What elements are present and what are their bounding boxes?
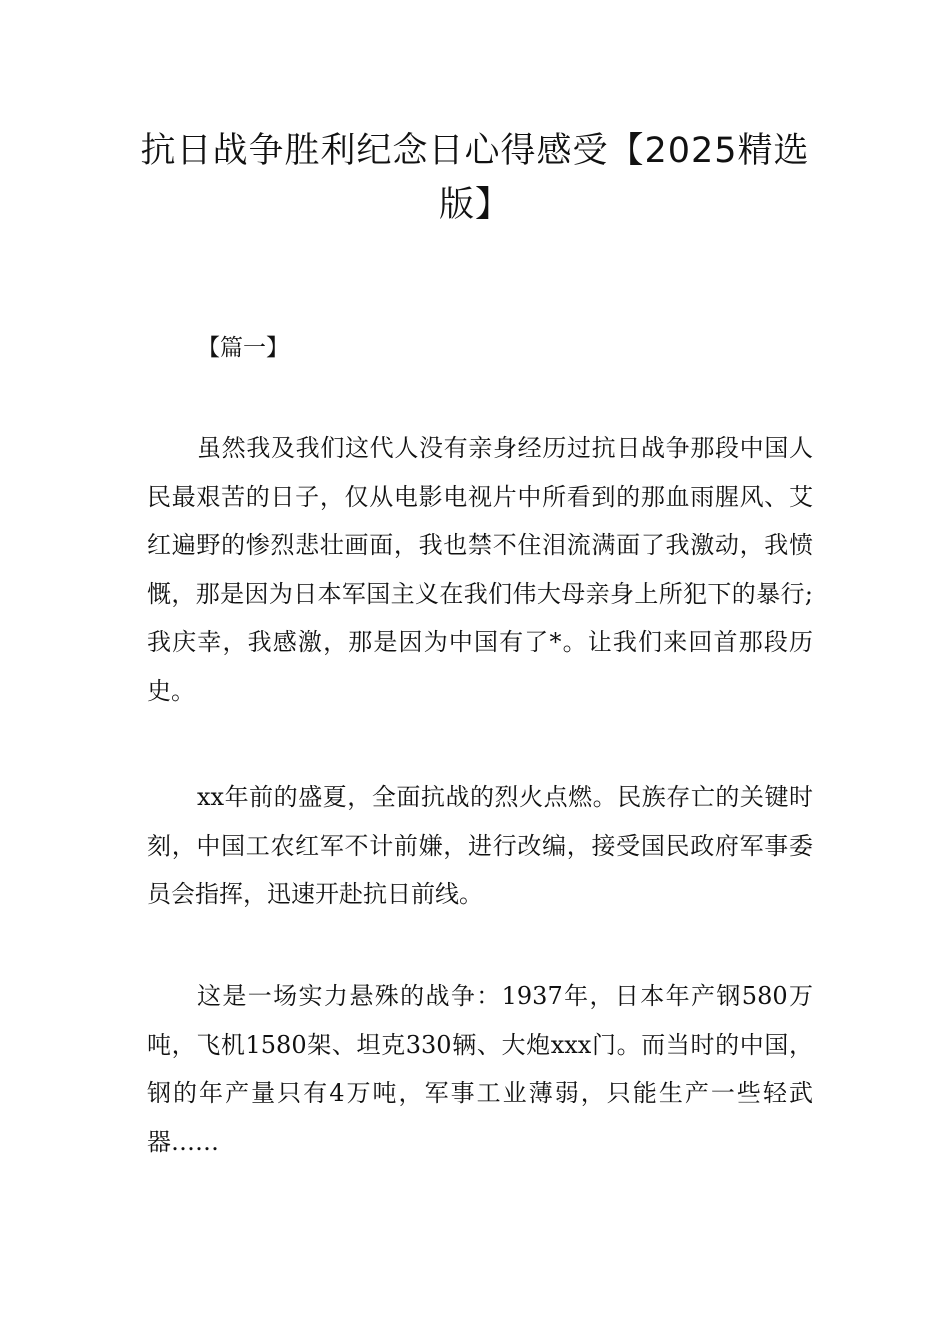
paragraph-1: 虽然我及我们这代人没有亲身经历过抗日战争那段中国人民最艰苦的日子，仅从电影电视片中所看到的那血雨腥风、艾红遍野的惨烈悲壮画面，我也禁不住泪流满面了我激动，我愤慨，那是因为日本军国主义在我们伟大母亲身上所犯下的暴行;我庆幸，我感激，那是因为中国有了*。让我们来回首那段历史。 xyxy=(147,434,813,705)
paragraph-2: xx年前的盛夏，全面抗战的烈火点燃。民族存亡的关键时刻，中国工农红军不计前嫌，进行改编，接受国民政府军事委员会指挥，迅速开赴抗日前线。 xyxy=(147,783,813,908)
paragraph-3: 这是一场实力悬殊的战争：1937年，日本年产钢580万吨，飞机1580架、坦克330辆、大炮xxx门。而当时的中国，钢的年产量只有4万吨，军事工业薄弱，只能生产一些轻武器…… xyxy=(147,982,813,1156)
document-title: 抗日战争胜利纪念日心得感受【2025精选版】 xyxy=(140,131,810,225)
section-label: 【篇一】 xyxy=(197,335,289,361)
